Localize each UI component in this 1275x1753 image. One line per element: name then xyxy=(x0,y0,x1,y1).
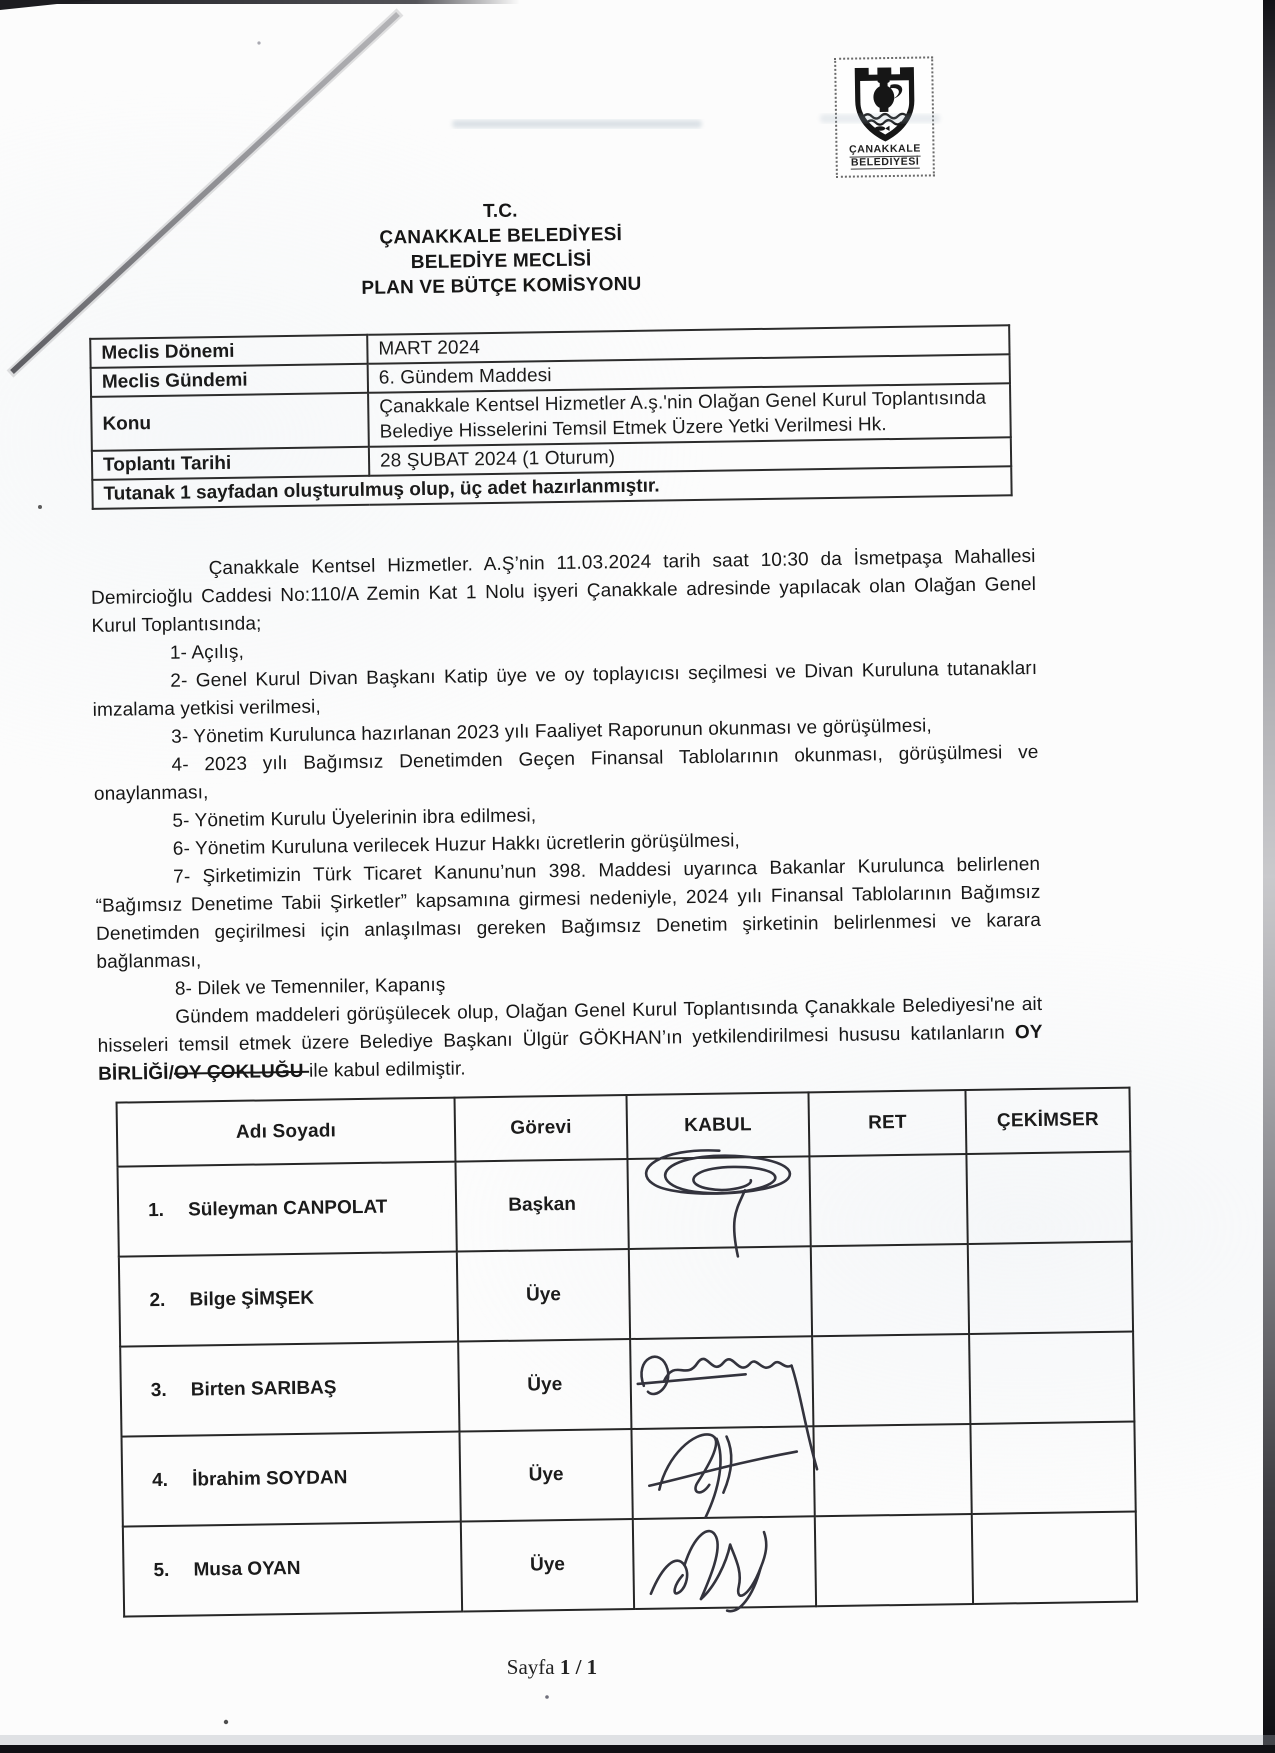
table-row xyxy=(119,1242,1133,1347)
member-name: Süleyman CANPOLAT xyxy=(187,1196,388,1221)
info-label: Meclis Gündemi xyxy=(91,364,368,397)
page-footer xyxy=(12,1655,1092,1680)
cekimser-cell xyxy=(968,1242,1133,1334)
footer-label: Sayfa xyxy=(506,1655,555,1680)
municipality-crest xyxy=(834,56,935,177)
ret-cell xyxy=(812,1334,970,1426)
agenda-item: 4- 2023 yılı Bağımsız Denetimden Geçen Finansal Tablolarının okunması, görüşülmesi ve onaylanması, xyxy=(93,741,1039,805)
title-commission: PLAN VE BÜTÇE KOMİSYONU xyxy=(361,273,642,299)
info-value: MART 2024 xyxy=(367,325,1009,364)
row-number: 4. xyxy=(152,1469,169,1492)
ret-cell xyxy=(809,1154,967,1246)
table-row xyxy=(122,1422,1136,1527)
vote-unanimity-label: OY BİRLİĞİ/ xyxy=(97,1021,1043,1085)
ret-cell xyxy=(813,1424,971,1516)
row-number: 5. xyxy=(153,1559,170,1582)
crest-shield-icon xyxy=(848,64,921,145)
member-name: Bilge ŞİMŞEK xyxy=(189,1287,315,1311)
title-tc: T.C. xyxy=(482,200,518,223)
kabul-cell xyxy=(629,1246,812,1339)
member-name: İbrahim SOYDAN xyxy=(192,1467,348,1491)
scan-bottom-edge xyxy=(0,1745,1275,1753)
member-role: Üye xyxy=(457,1249,630,1342)
col-header-role: Görevi xyxy=(455,1095,628,1162)
info-value: 28 ŞUBAT 2024 (1 Oturum) xyxy=(369,437,1011,476)
member-name: Musa OYAN xyxy=(193,1557,301,1581)
member-name: Birten SARIBAŞ xyxy=(190,1377,337,1401)
signature-scribble-4 xyxy=(636,1411,813,1534)
cekimser-cell xyxy=(970,1422,1135,1514)
row-number: 1. xyxy=(148,1199,165,1222)
kabul-cell xyxy=(630,1336,813,1429)
info-value: 6. Gündem Maddesi xyxy=(368,354,1010,393)
closing-prefix: Gündem maddeleri görüşülecek olup, Olağan Genel Kurul Toplantısında Çanakkale Belediyesi'ne ait hisseleri temsil etmek üzere Belediye Başkanı Ülgür GÖKHAN’ın yetkilendirilmesi hususu katılanların xyxy=(97,993,1043,1057)
row-number: 2. xyxy=(149,1289,166,1312)
table-row xyxy=(120,1332,1134,1437)
vote-majority-struck-label: OY ÇOKLUĞU xyxy=(173,1060,310,1084)
info-label: Meclis Dönemi xyxy=(90,335,367,368)
member-role: Üye xyxy=(461,1519,634,1612)
ret-cell xyxy=(811,1244,969,1336)
cekimser-cell xyxy=(972,1512,1137,1604)
member-role: Üye xyxy=(459,1429,632,1522)
agenda-item: 6- Yönetim Kuruluna verilecek Huzur Hakkı ücretlerin görüşülmesi, xyxy=(172,830,741,860)
member-role: Üye xyxy=(458,1339,631,1432)
agenda-item: 2- Genel Kurul Divan Başkanı Katip üye ve oy toplayıcısı seçilmesi ve Divan Kuruluna tutanakları imzalama yetkisi verilmesi, xyxy=(92,657,1038,721)
signature-scribble-5 xyxy=(642,1503,809,1625)
meeting-info-table xyxy=(89,324,1012,510)
minutes-body xyxy=(90,543,1043,1089)
col-header-ret: RET xyxy=(808,1090,966,1156)
info-value: Çanakkale Kentsel Hizmetler A.ş.'nin Olağan Genel Kurul Toplantısında Belediye Hisselerini Temsil Etmek Üzere Yetki Verilmesi Hk. xyxy=(368,383,1011,447)
cekimser-cell xyxy=(966,1152,1131,1244)
info-label: Toplantı Tarihi xyxy=(92,447,369,480)
info-footer-note: Tutanak 1 sayfadan oluşturulmuş olup, üç adet hazırlanmıştır. xyxy=(92,466,1011,509)
crest-text-line2: BELEDİYESİ xyxy=(850,155,920,169)
ret-cell xyxy=(815,1514,973,1606)
title-municipality: ÇANAKKALE BELEDİYESİ xyxy=(379,224,623,249)
kabul-cell xyxy=(631,1426,814,1519)
title-council: BELEDİYE MECLİSİ xyxy=(410,249,592,274)
agenda-item: 8- Dilek ve Temenniler, Kapanış xyxy=(174,974,446,1000)
closing-suffix: ile kabul edilmiştir. xyxy=(308,1058,466,1082)
kabul-cell xyxy=(633,1516,816,1609)
intro-paragraph: Çanakkale Kentsel Hizmetler. A.Ş’nin 11.03.2024 tarih saat 10:30 da İsmetpaşa Mahallesi Demircioğlu Caddesi No:110/A Zemin Kat 1 Nolu işyeri Çanakkale adresinde yapılacak olan Olağan Genel Kurul Toplantısında; xyxy=(90,545,1037,637)
col-header-cekimser: ÇEKİMSER xyxy=(965,1088,1130,1154)
info-label: Konu xyxy=(91,393,369,451)
agenda-item: 5- Yönetim Kurulu Üyelerinin ibra edilmesi, xyxy=(172,805,537,832)
cekimser-cell xyxy=(969,1332,1134,1424)
signature-table xyxy=(116,1087,1139,1618)
kabul-cell xyxy=(627,1156,810,1249)
table-row xyxy=(123,1512,1137,1617)
table-row xyxy=(117,1152,1131,1257)
closing-paragraph xyxy=(97,991,1043,1089)
crest-text-line1: ÇANAKKALE xyxy=(848,142,922,156)
col-header-kabul: KABUL xyxy=(626,1092,809,1159)
agenda-item: 1- Açılış, xyxy=(169,641,245,664)
page-number: 1 / 1 xyxy=(559,1655,598,1680)
member-role: Başkan xyxy=(455,1159,628,1252)
row-number: 3. xyxy=(150,1379,167,1402)
document-title-block xyxy=(82,0,916,305)
col-header-name: Adı Soyadı xyxy=(117,1098,456,1167)
agenda-item: 7- Şirketimizin Türk Ticaret Kanunu’nun 398. Maddesi uyarınca Bakanlar Kurulunca belirlenen “Bağımsız Denetime Tabii Şirketler” kapsamına girmesi nedeniyle, 2024 yılı Finansal Tablolarının Bağımsız Denetimden geçirilmesi için anlaşılması gereken Bağımsız Denetim şirketinin belirlenmesi ve karara bağlanması, xyxy=(95,853,1042,973)
agenda-item: 3- Yönetim Kurulunca hazırlanan 2023 yılı Faaliyet Raporunun okunması ve görüşülmesi, xyxy=(170,715,932,748)
